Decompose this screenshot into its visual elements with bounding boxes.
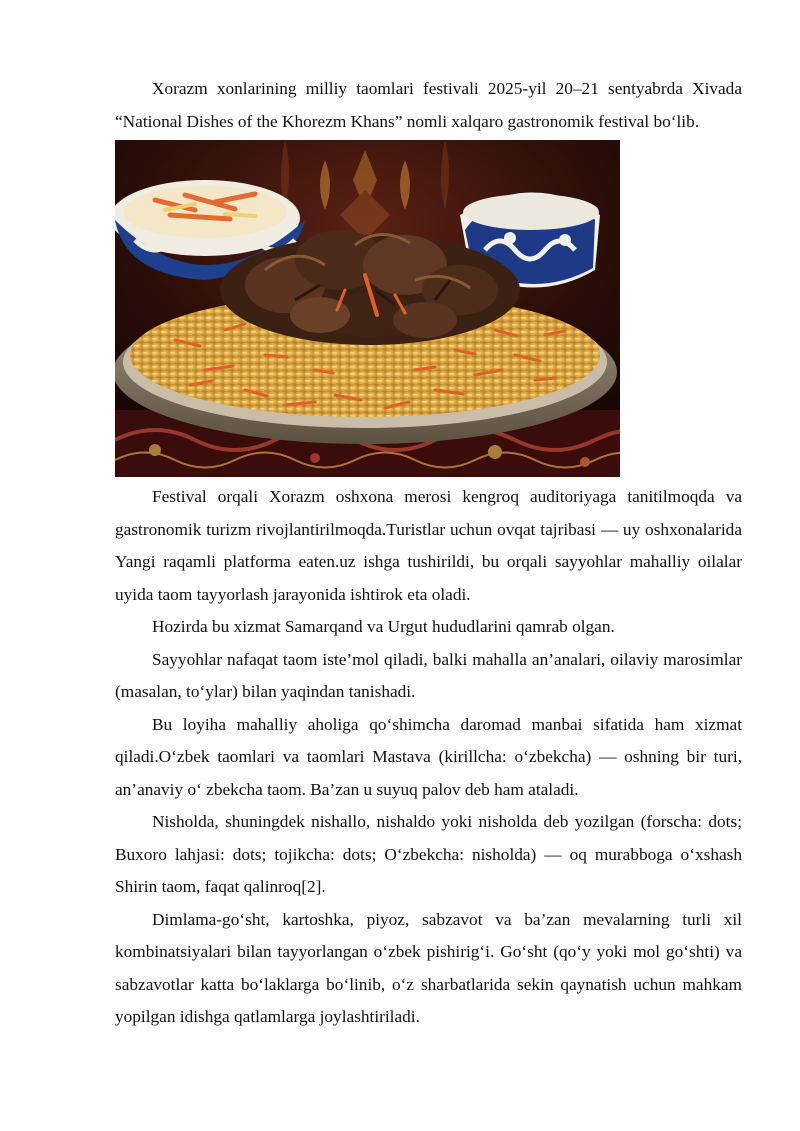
paragraph-nisholda: Nisholda, shuningdek nishallo, nishaldo yoki nisholda deb yozilgan (forscha: dots; Buxoro lahjasi: dots; tojikcha: dots; O‘zbekcha: nisholda) — oq murabboga o‘xshash Shirin taom, faqat qalinroq[2].	[115, 812, 742, 896]
paragraph-service-coverage: Hozirda bu xizmat Samarqand va Urgut hududlarini qamrab olgan.	[152, 617, 615, 636]
paragraph-dimlama: Dimlama-go‘sht, kartoshka, piyoz, sabzavot va ba’zan mevalarning turli xil kombinatsiyalari bilan tayyorlangan o‘zbek pishirig‘i. Go‘sht (qo‘y yoki mol go‘shti) va sabzavotlar katta bo‘laklarga bo‘linib, o‘z sharbatlarida sekin qaynatish uchun mahkam yopilgan idishga qatlamlarga joylashtiriladi.	[115, 909, 742, 1026]
paragraph-tourists-experience: Sayyohlar nafaqat taom iste’mol qiladi, balki mahalla an’analari, oilaviy marosimlar (masalan, to‘ylar) bilan yaqindan tanishadi.	[115, 649, 742, 701]
paragraph-festival-details: Festival orqali Xorazm oshxona merosi kengroq auditoriyaga tanitilmoqda va gastronomik turizm rivojlantirilmoqda.Turistlar uchun ovqat tajribasi — uy oshxonalarida Yangi raqamli platforma eaten.uz ishga tushirildi, bu orqali sayyohlar mahalliy oilalar uyida taom tayyorlash jarayonida ishtirok eta oladi.	[115, 487, 742, 604]
intro-text-block	[115, 73, 742, 138]
paragraph-mastava: Bu loyiha mahalliy aholiga qo‘shimcha daromad manbai sifatida ham xizmat qiladi.O‘zbek taomlari va taomlari Mastava (kirillcha: o‘zbekcha) — oshning bir turi, an’anaviy o‘ zbekcha taom. Ba’zan u suyuq palov deb ham ataladi.	[115, 714, 742, 799]
plov-dish-photo	[115, 140, 620, 477]
paragraph-festival-intro: Xorazm xonlarining milliy taomlari festivali 2025-yil 20–21 sentyabrda Xivada “National Dishes of the Khorezm Khans” nomli xalqaro gastronomik festival bo‘lib.	[115, 79, 742, 131]
body-text-block	[115, 481, 742, 1034]
